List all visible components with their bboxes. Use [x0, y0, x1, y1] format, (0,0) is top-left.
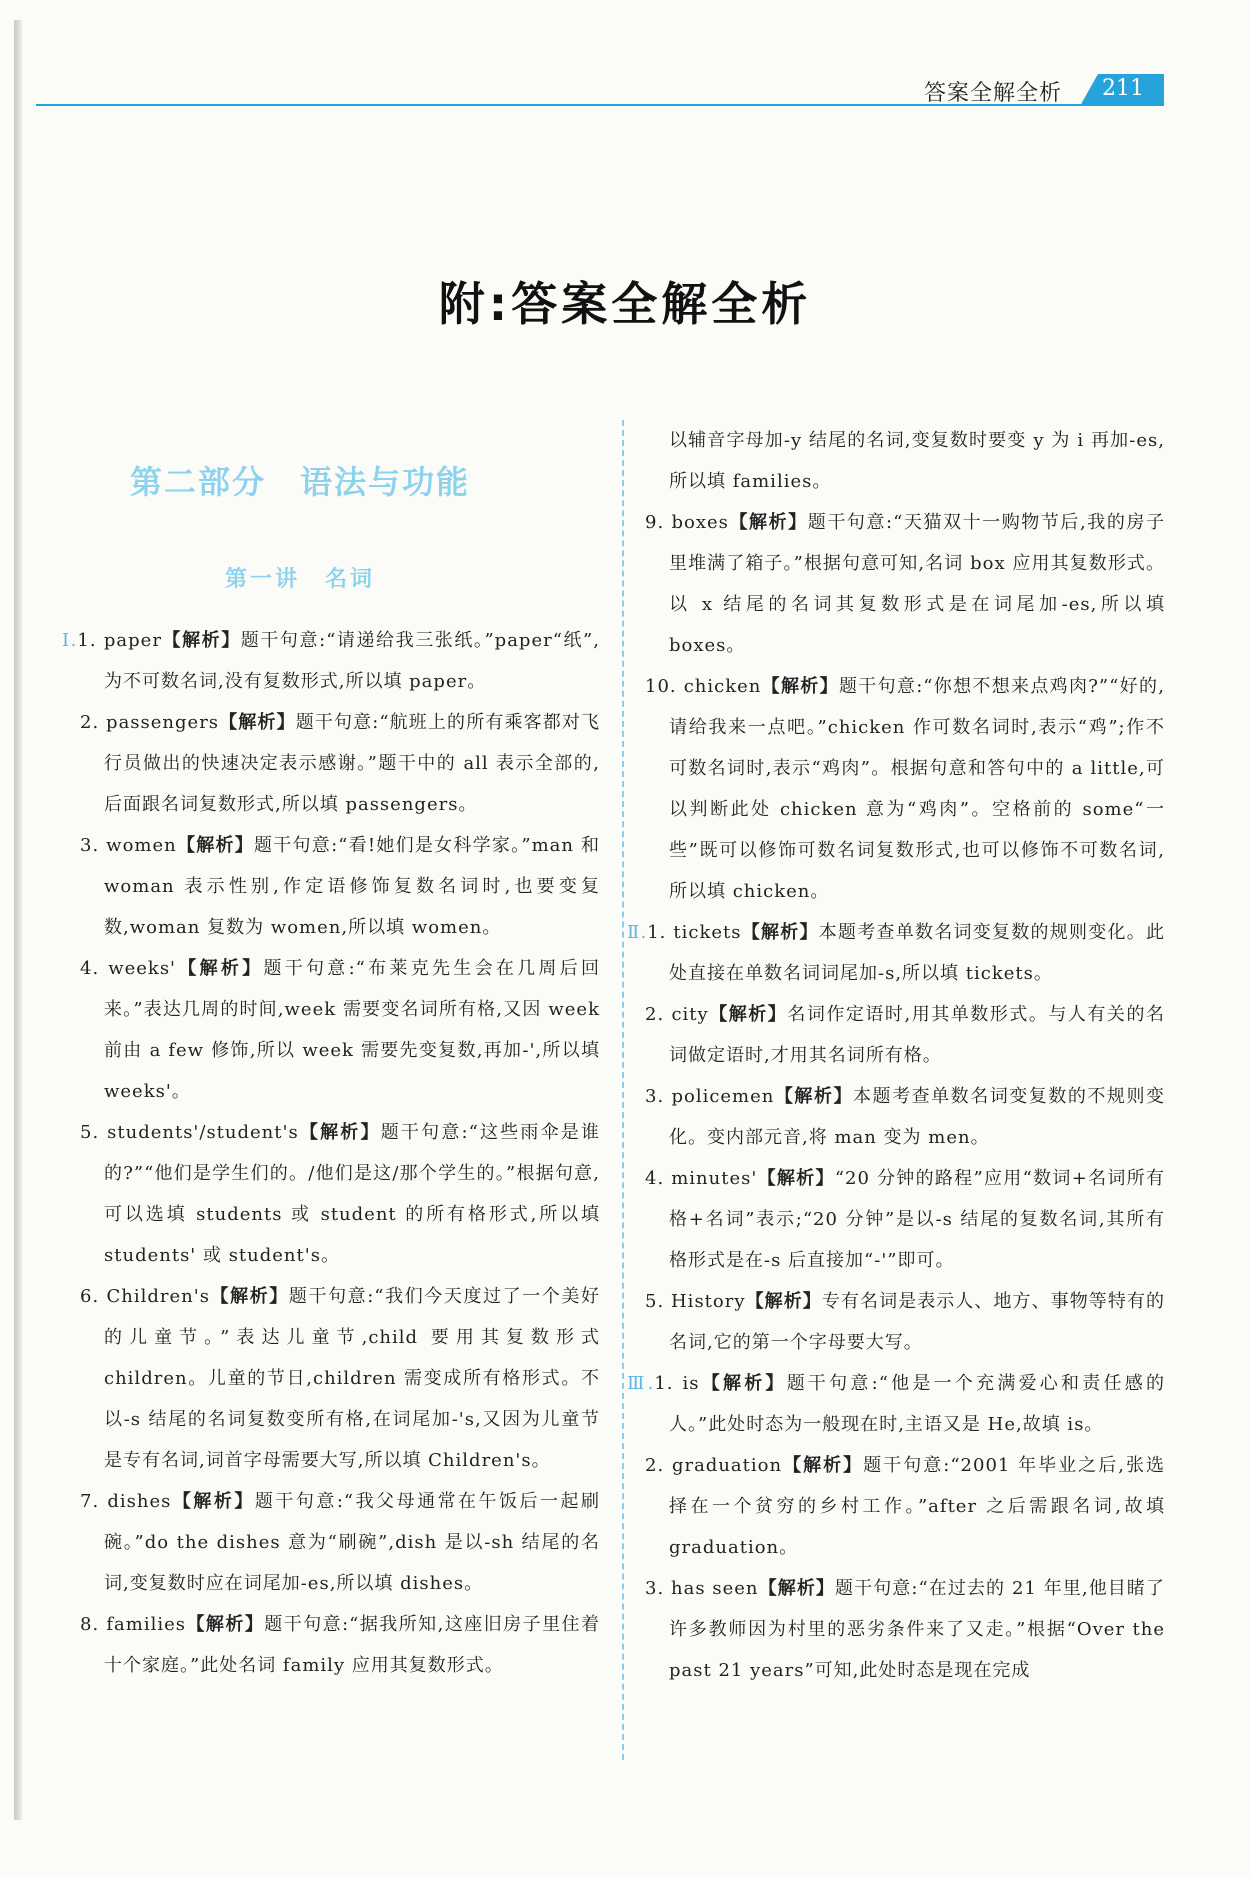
- answer-entry: 3. women【解析】题干句意:“看!她们是女科学家。”man 和 woman 表示性别,作定语修饰复数名词时,也要变复数,woman 复数为 women,所以填 women。: [80, 835, 600, 938]
- analysis-text: 题干句意:“他是一个充满爱心和责任感的人。”此处时态为一般现在时,主语又是 He,故填 is。: [669, 1373, 1166, 1435]
- answer-word: has seen: [671, 1578, 759, 1599]
- answer-word: is: [682, 1373, 700, 1394]
- answer-entry: 7. dishes【解析】题干句意:“我父母通常在午饭后一起刷碗。”do the dishes 意为“刷碗”,dish 是以-sh 结尾的名词,变复数时应在词尾加-es,所以填 dishes。: [80, 1491, 601, 1594]
- analysis-tag: 【解析】: [758, 1578, 836, 1599]
- analysis-tag: 【解析】: [774, 1086, 854, 1107]
- analysis-text: 题干句意:“我父母通常在午饭后一起刷碗。”do the dishes 意为“刷碗”,dish 是以-sh 结尾的名词,变复数时应在词尾加-es,所以填 dishes。: [104, 1491, 601, 1594]
- answer-word: History: [670, 1291, 746, 1312]
- analysis-text: 名词作定语时,用其单数形式。与人有关的名词做定语时,才用其名词所有格。: [669, 1004, 1165, 1066]
- answer-entry: Ⅲ.1. is【解析】题干句意:“他是一个充满爱心和责任感的人。”此处时态为一般现在时,主语又是 He,故填 is。: [627, 1373, 1166, 1435]
- answer-word: passengers: [106, 712, 220, 733]
- analysis-tag: 【解析】: [728, 512, 808, 533]
- answer-word: families: [106, 1614, 186, 1635]
- answer-word: policemen: [671, 1086, 775, 1107]
- analysis-text: 题干句意:“天猫双十一购物节后,我的房子里堆满了箱子。”根据句意可知,名词 box 应用其复数形式。以 x 结尾的名词其复数形式是在词尾加-es,所以填 boxes。: [669, 512, 1165, 656]
- answer-word: city: [671, 1004, 709, 1025]
- analysis-tag: 【解析】: [176, 958, 264, 979]
- analysis-text: 题干句意:“2001 年毕业之后,张选择在一个贫穷的乡村工作。”after 之后需跟名词,故填 graduation。: [669, 1455, 1165, 1558]
- page-title: 附:答案全解全析: [438, 277, 812, 331]
- answer-entry: 2. passengers【解析】题干句意:“航班上的所有乘客都对飞行员做出的快速决定表示感谢。”题干中的 all 表示全部的,后面跟名词复数形式,所以填 passengers。: [80, 712, 600, 815]
- analysis-tag: 【解析】: [219, 712, 296, 733]
- running-header-title: 答案全解全析: [924, 81, 1063, 106]
- answer-entry: 6. Children's【解析】题干句意:“我们今天度过了一个美好的儿童节。”表达儿童节,child 要用其复数形式 children。儿童的节日,children 需变成所有格形式。不以-s 结尾的名词复数变所有格,在词尾加-'s,又因为儿童节是专有名词,词首字母需要大写,所以填 Children's。: [80, 1286, 600, 1471]
- analysis-text: “20 分钟的路程”应用“数词+名词所有格+名词”表示;“20 分钟”是以-s 结尾的复数名词,其所有格形式是在-s 后直接加“-'”即可。: [669, 1168, 1165, 1271]
- analysis-tag: 【解析】: [782, 1455, 864, 1476]
- answer-word: paper: [103, 630, 162, 651]
- answer-continuation: [645, 420, 1165, 502]
- answer-word: Children's: [106, 1286, 210, 1307]
- answer-word: graduation: [671, 1455, 783, 1476]
- analysis-text: 题干句意:“看!她们是女科学家。”man 和 woman 表示性别,作定语修饰复数名词时,也要变复数,woman 复数为 women,所以填 women。: [104, 835, 600, 938]
- analysis-text: 题干句意:“布莱克先生会在几周后回来。”表达几周的时间,week 需要变名词所有格,又因 week 前由 a few 修饰,所以 week 需要先变复数,再加-',所以填 weeks'。: [104, 958, 601, 1102]
- analysis-tag: 【解析】: [745, 1291, 822, 1312]
- analysis-text: 本题考查单数名词变复数的规则变化。此处直接在单数名词词尾加-s,所以填 tickets。: [669, 922, 1165, 984]
- answer-word: dishes: [107, 1491, 172, 1512]
- analysis-tag: 【解析】: [699, 1373, 787, 1394]
- analysis-tag: 【解析】: [186, 1614, 265, 1635]
- analysis-text: 题干句意:“我们今天度过了一个美好的儿童节。”表达儿童节,child 要用其复数形式 children。儿童的节日,children 需变成所有格形式。不以-s 结尾的名词复数变所有格,在词尾加-'s,又因为儿童节是专有名词,词首字母需要大写,所以填 Children's。: [104, 1286, 600, 1471]
- analysis-tag: 【解析】: [161, 630, 241, 651]
- analysis-text: 题干句意:“这些雨伞是谁的?”“他们是学生们的。/他们是这/那个学生的。”根据句意,可以选填 students 或 student 的所有格形式,所以填 students' 或 student's。: [104, 1122, 601, 1266]
- analysis-text: 题干句意:“在过去的 21 年里,他目睹了许多教师因为村里的恶劣条件来了又走。”根据“Over the past 21 years”可知,此处时态是现在完成: [669, 1578, 1165, 1681]
- answer-entry: 4. minutes'【解析】“20 分钟的路程”应用“数词+名词所有格+名词”表示;“20 分钟”是以-s 结尾的复数名词,其所有格形式是在-s 后直接加“-'”即可。: [645, 1168, 1165, 1271]
- analysis-tag: 【解析】: [757, 1168, 835, 1189]
- answer-entry: 3. has seen【解析】题干句意:“在过去的 21 年里,他目睹了许多教师因为村里的恶劣条件来了又走。”根据“Over the past 21 years”可知,此处时态是现在完成: [645, 1578, 1165, 1681]
- section-marker-ii: Ⅱ.: [627, 922, 648, 943]
- right-answers: [627, 420, 1166, 1691]
- answer-word: minutes': [671, 1168, 758, 1189]
- answer-word: boxes: [671, 512, 729, 533]
- section-marker-iii: Ⅲ.: [627, 1373, 655, 1394]
- lecture-heading: 第一讲 名词: [224, 567, 375, 592]
- answer-entry: Ⅱ.1. tickets【解析】本题考查单数名词变复数的规则变化。此处直接在单数名词词尾加-s,所以填 tickets。: [627, 922, 1165, 984]
- column-divider: [622, 420, 624, 1760]
- analysis-tag: 【解析】: [761, 676, 839, 697]
- answer-entry: 3. policemen【解析】本题考查单数名词变复数的不规则变化。变内部元音,将 man 变为 men。: [645, 1086, 1165, 1148]
- page-number: 211: [1102, 76, 1144, 101]
- answer-entry: Ⅰ.1. paper【解析】题干句意:“请递给我三张纸。”paper“纸”,为不可数名词,没有复数形式,所以填 paper。: [62, 630, 600, 692]
- answer-entry: 5. History【解析】专有名词是表示人、地方、事物等特有的名词,它的第一个字母要大写。: [645, 1291, 1166, 1353]
- answer-word: weeks': [108, 958, 177, 979]
- analysis-tag: 【解析】: [708, 1004, 788, 1025]
- analysis-tag: 【解析】: [741, 922, 819, 943]
- answer-word: students'/student's: [107, 1122, 299, 1143]
- analysis-tag: 【解析】: [171, 1491, 255, 1512]
- analysis-text: 以辅音字母加-y 结尾的名词,变复数时要变 y 为 i 再加-es,所以填 families。: [669, 430, 1165, 492]
- answer-word: women: [106, 835, 177, 856]
- answer-entry: 9. boxes【解析】题干句意:“天猫双十一购物节后,我的房子里堆满了箱子。”根据句意可知,名词 box 应用其复数形式。以 x 结尾的名词其复数形式是在词尾加-es,所以填 boxes。: [645, 512, 1165, 656]
- analysis-text: 题干句意:“据我所知,这座旧房子里住着十个家庭。”此处名词 family 应用其复数形式。: [104, 1614, 600, 1676]
- answer-word: tickets: [673, 922, 742, 943]
- part-heading: 第二部分 语法与功能: [129, 463, 470, 501]
- answer-entry: 5. students'/student's【解析】题干句意:“这些雨伞是谁的?”“他们是学生们的。/他们是这/那个学生的。”根据句意,可以选填 students 或 student 的所有格形式,所以填 students' 或 student's。: [80, 1122, 601, 1266]
- analysis-tag: 【解析】: [176, 835, 255, 856]
- analysis-text: 题干句意:“请递给我三张纸。”paper“纸”,为不可数名词,没有复数形式,所以填 paper。: [104, 630, 600, 692]
- answer-entry: 2. graduation【解析】题干句意:“2001 年毕业之后,张选择在一个贫穷的乡村工作。”after 之后需跟名词,故填 graduation。: [645, 1455, 1165, 1558]
- answer-entry: 8. families【解析】题干句意:“据我所知,这座旧房子里住着十个家庭。”此处名词 family 应用其复数形式。: [80, 1614, 600, 1676]
- section-marker-i: Ⅰ.: [62, 630, 78, 651]
- analysis-tag: 【解析】: [209, 1286, 289, 1307]
- analysis-text: 题干句意:“航班上的所有乘客都对飞行员做出的快速决定表示感谢。”题干中的 all 表示全部的,后面跟名词复数形式,所以填 passengers。: [104, 712, 600, 815]
- answer-entry: 4. weeks'【解析】题干句意:“布莱克先生会在几周后回来。”表达几周的时间,week 需要变名词所有格,又因 week 前由 a few 修饰,所以 week 需要先变复数,再加-',所以填 weeks'。: [80, 958, 601, 1102]
- answer-entry: 2. city【解析】名词作定语时,用其单数形式。与人有关的名词做定语时,才用其名词所有格。: [645, 1004, 1165, 1066]
- analysis-text: 专有名词是表示人、地方、事物等特有的名词,它的第一个字母要大写。: [669, 1291, 1166, 1353]
- answer-word: chicken: [683, 676, 762, 697]
- analysis-text: 本题考查单数名词变复数的不规则变化。变内部元音,将 man 变为 men。: [669, 1086, 1165, 1148]
- analysis-text: 题干句意:“你想不想来点鸡肉?”“好的,请给我来一点吧。”chicken 作可数名词时,表示“鸡”;作不可数名词时,表示“鸡肉”。根据句意和答句中的 a little,可以判断此处 chicken 意为“鸡肉”。空格前的 some“一些”既可以修饰可数名词复数形式,也可以修饰不可数名词,所以填 chicken。: [669, 676, 1166, 902]
- answer-entry: 10. chicken【解析】题干句意:“你想不想来点鸡肉?”“好的,请给我来一点吧。”chicken 作可数名词时,表示“鸡”;作不可数名词时,表示“鸡肉”。根据句意和答句中的 a little,可以判断此处 chicken 意为“鸡肉”。空格前的 some“一些”既可以修饰可数名词复数形式,也可以修饰不可数名词,所以填 chicken。: [645, 676, 1166, 902]
- analysis-tag: 【解析】: [298, 1122, 381, 1143]
- left-answers: [62, 620, 601, 1686]
